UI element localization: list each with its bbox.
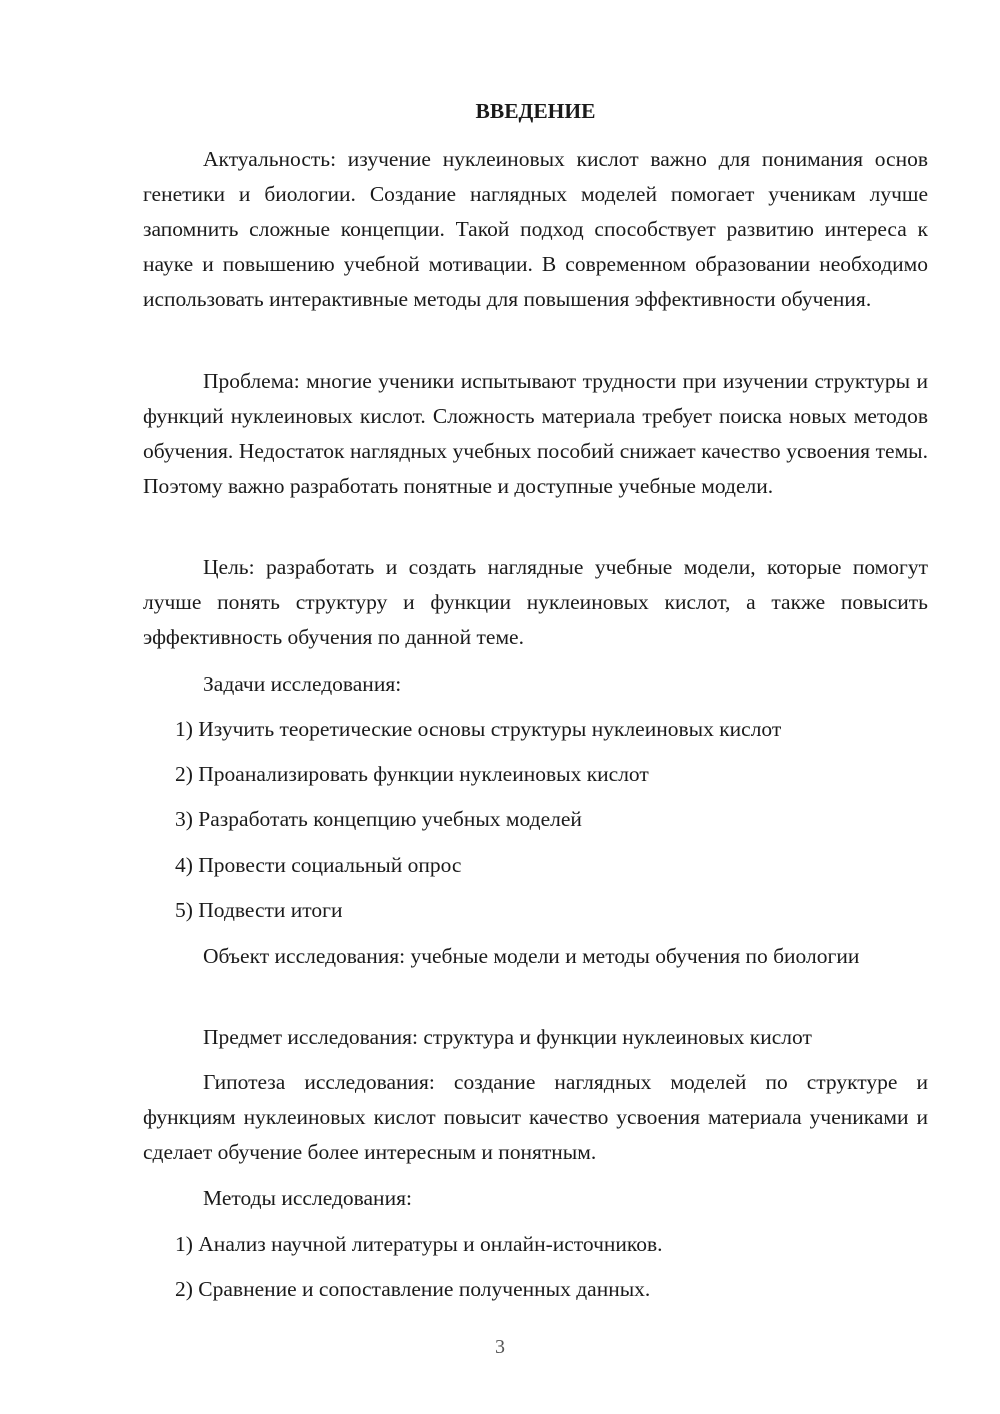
section-title: ВВЕДЕНИЕ (475, 99, 596, 123)
relevance-paragraph: Актуальность: изучение нуклеиновых кислот важно для понимания основ генетики и биологии. Создание наглядных моделей помогает ученикам лучше запомнить сложные концепции. Такой подход способствует развитию интереса к науке и повышению учебной мотивации. В современном образовании необходимо использовать интерактивные методы для повышения эффективности обучения. (143, 147, 928, 311)
list-item: 5) Подвести итоги (175, 898, 343, 922)
list-item: 3) Разработать концепцию учебных моделей (175, 807, 582, 831)
list-item: 1) Анализ научной литературы и онлайн-источников. (175, 1232, 663, 1256)
page-number: 3 (495, 1336, 505, 1358)
list-item: 1) Изучить теоретические основы структуры нуклеиновых кислот (175, 717, 782, 741)
object-paragraph: Объект исследования: учебные модели и методы обучения по биологии (203, 944, 860, 968)
subject-paragraph: Предмет исследования: структура и функции нуклеиновых кислот (203, 1025, 812, 1049)
goal-paragraph: Цель: разработать и создать наглядные учебные модели, которые помогут лучше понять структуру и функции нуклеиновых кислот, а также повысить эффективность обучения по данной теме. (143, 555, 928, 649)
tasks-heading: Задачи исследования: (203, 672, 402, 696)
methods-heading: Методы исследования: (203, 1186, 412, 1210)
list-item: 2) Сравнение и сопоставление полученных данных. (175, 1277, 651, 1301)
list-item: 2) Проанализировать функции нуклеиновых кислот (175, 762, 649, 786)
document-page (143, 0, 928, 1414)
hypothesis-paragraph: Гипотеза исследования: создание наглядных моделей по структуре и функциям нуклеиновых кислот повысит качество усвоения материала учениками и сделает обучение более интересным и понятным. (143, 1070, 928, 1164)
list-item: 4) Провести социальный опрос (175, 853, 462, 877)
problem-paragraph: Проблема: многие ученики испытывают трудности при изучении структуры и функций нуклеиновых кислот. Сложность материала требует поиска новых методов обучения. Недостаток наглядных учебных пособий снижает качество усвоения темы. Поэтому важно разработать понятные и доступные учебные модели. (143, 369, 928, 498)
